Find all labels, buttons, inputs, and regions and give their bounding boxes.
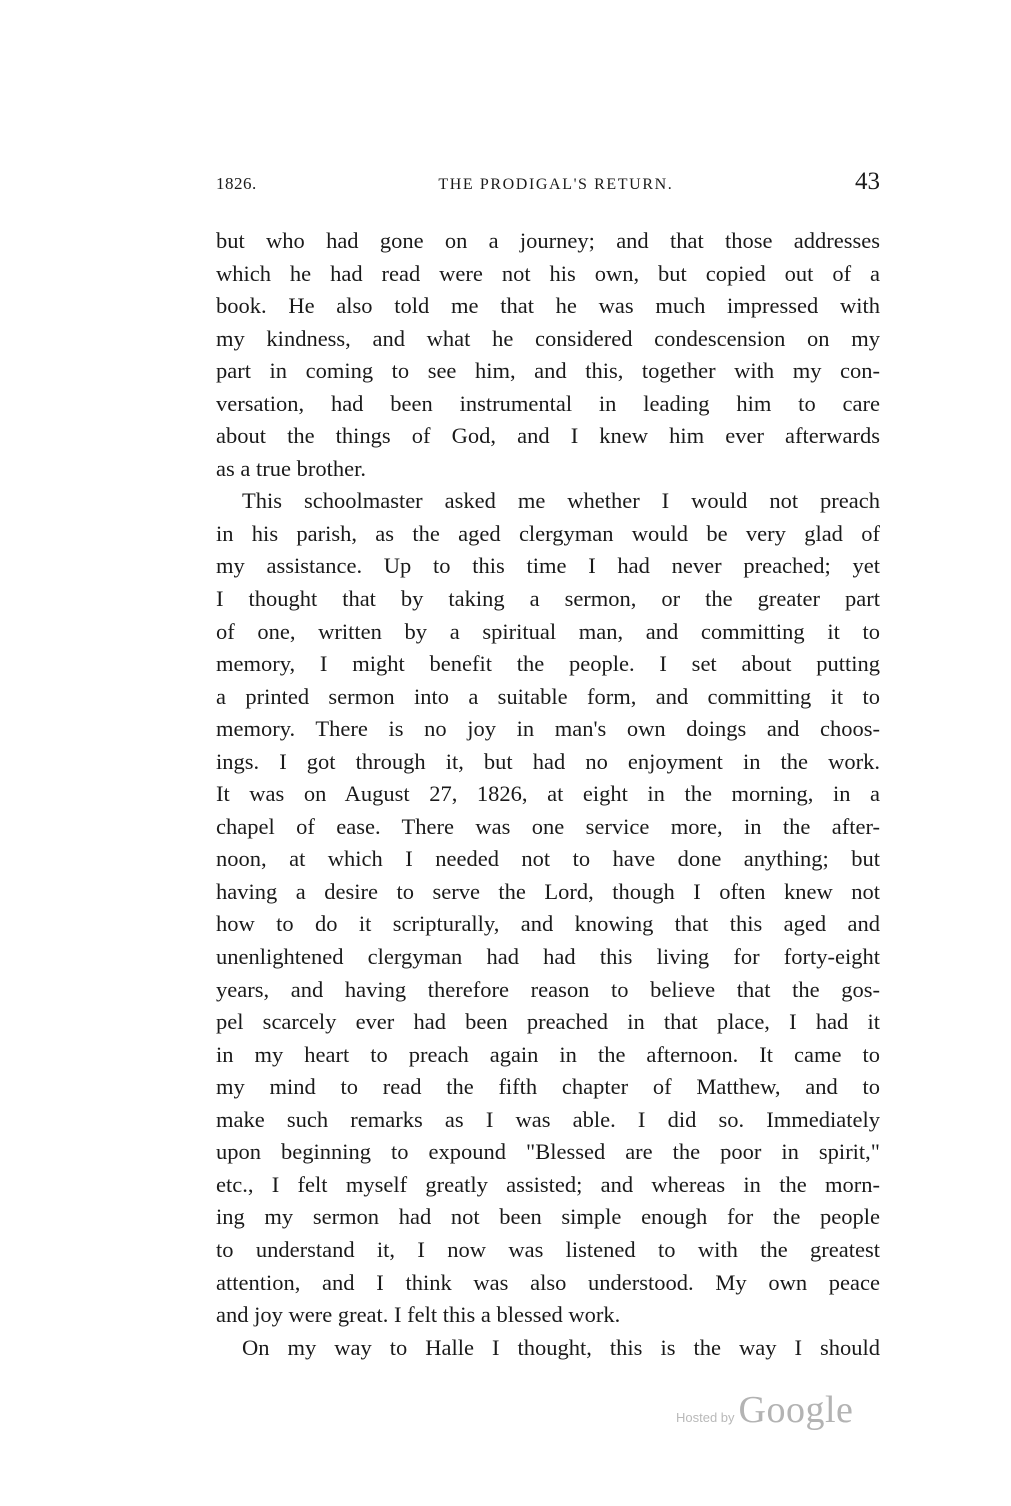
text-line: my kindness, and what he considered condescension on my: [216, 325, 880, 351]
header-year: 1826.: [216, 174, 257, 193]
text-line: noon, at which I needed not to have done anything; but: [216, 846, 880, 872]
text-line: years, and having therefore reason to believe that the gos-: [216, 976, 880, 1002]
text-line: upon beginning to expound "Blessed are the poor in spirit,": [216, 1139, 880, 1165]
text-line: make such remarks as I was able. I did so. Immediately: [216, 1106, 880, 1132]
text-line: It was on August 27, 1826, at eight in the morning, in a: [216, 781, 880, 807]
text-line: but who had gone on a journey; and that those addresses: [216, 228, 880, 253]
text-line: book. He also told me that he was much impressed with: [216, 293, 880, 319]
text-line: to understand it, I now was listened to with the greatest: [216, 1236, 880, 1262]
body-text: [216, 225, 880, 1364]
page-number: 43: [854, 168, 880, 195]
text-line: in his parish, as the aged clergyman would be very glad of: [216, 520, 880, 546]
text-line: chapel of ease. There was one service more, in the after-: [216, 813, 880, 839]
text-line: part in coming to see him, and this, together with my con-: [216, 358, 880, 384]
paragraph-start-line: On my way to Halle I thought, this is the way I should: [242, 1334, 880, 1360]
text-line: memory. There is no joy in man's own doings and choos-: [216, 716, 880, 742]
hosted-by-label: Hosted by: [676, 1410, 735, 1425]
text-line: I thought that by taking a sermon, or the greater part: [216, 586, 880, 612]
paragraph-start-line: This schoolmaster asked me whether I would not preach: [242, 488, 880, 514]
text-line: ings. I got through it, but had no enjoyment in the work.: [216, 748, 880, 774]
text-line: a printed sermon into a suitable form, and committing it to: [216, 683, 880, 709]
text-line: pel scarcely ever had been preached in that place, I had it: [216, 1009, 880, 1035]
text-line: memory, I might benefit the people. I set about putting: [216, 651, 880, 677]
text-line: my mind to read the fifth chapter of Matthew, and to: [216, 1074, 880, 1100]
text-line: ing my sermon had not been simple enough for the people: [216, 1204, 880, 1230]
text-line: and joy were great. I felt this a blessed work.: [216, 1302, 621, 1328]
text-line: having a desire to serve the Lord, though I often knew not: [216, 878, 880, 904]
text-line: of one, written by a spiritual man, and committing it to: [216, 618, 880, 644]
text-line: how to do it scripturally, and knowing that this aged and: [216, 911, 880, 937]
hosted-by-google-watermark: [676, 1388, 853, 1438]
header-title: THE PRODIGAL'S RETURN.: [438, 176, 674, 193]
text-line: which he had read were not his own, but copied out of a: [216, 260, 880, 286]
google-logo: Google: [738, 1389, 854, 1431]
running-head: [216, 168, 880, 198]
text-line: my assistance. Up to this time I had never preached; yet: [216, 553, 880, 579]
text-line: unenlightened clergyman had had this living for forty-eight: [216, 944, 880, 970]
text-line: about the things of God, and I knew him ever afterwards: [216, 423, 880, 449]
text-line: etc., I felt myself greatly assisted; and whereas in the morn-: [216, 1171, 880, 1197]
text-line: as a true brother.: [216, 455, 366, 481]
text-line: versation, had been instrumental in leading him to care: [216, 390, 880, 416]
text-line: attention, and I think was also understood. My own peace: [216, 1269, 880, 1295]
text-line: in my heart to preach again in the afternoon. It came to: [216, 1041, 880, 1067]
